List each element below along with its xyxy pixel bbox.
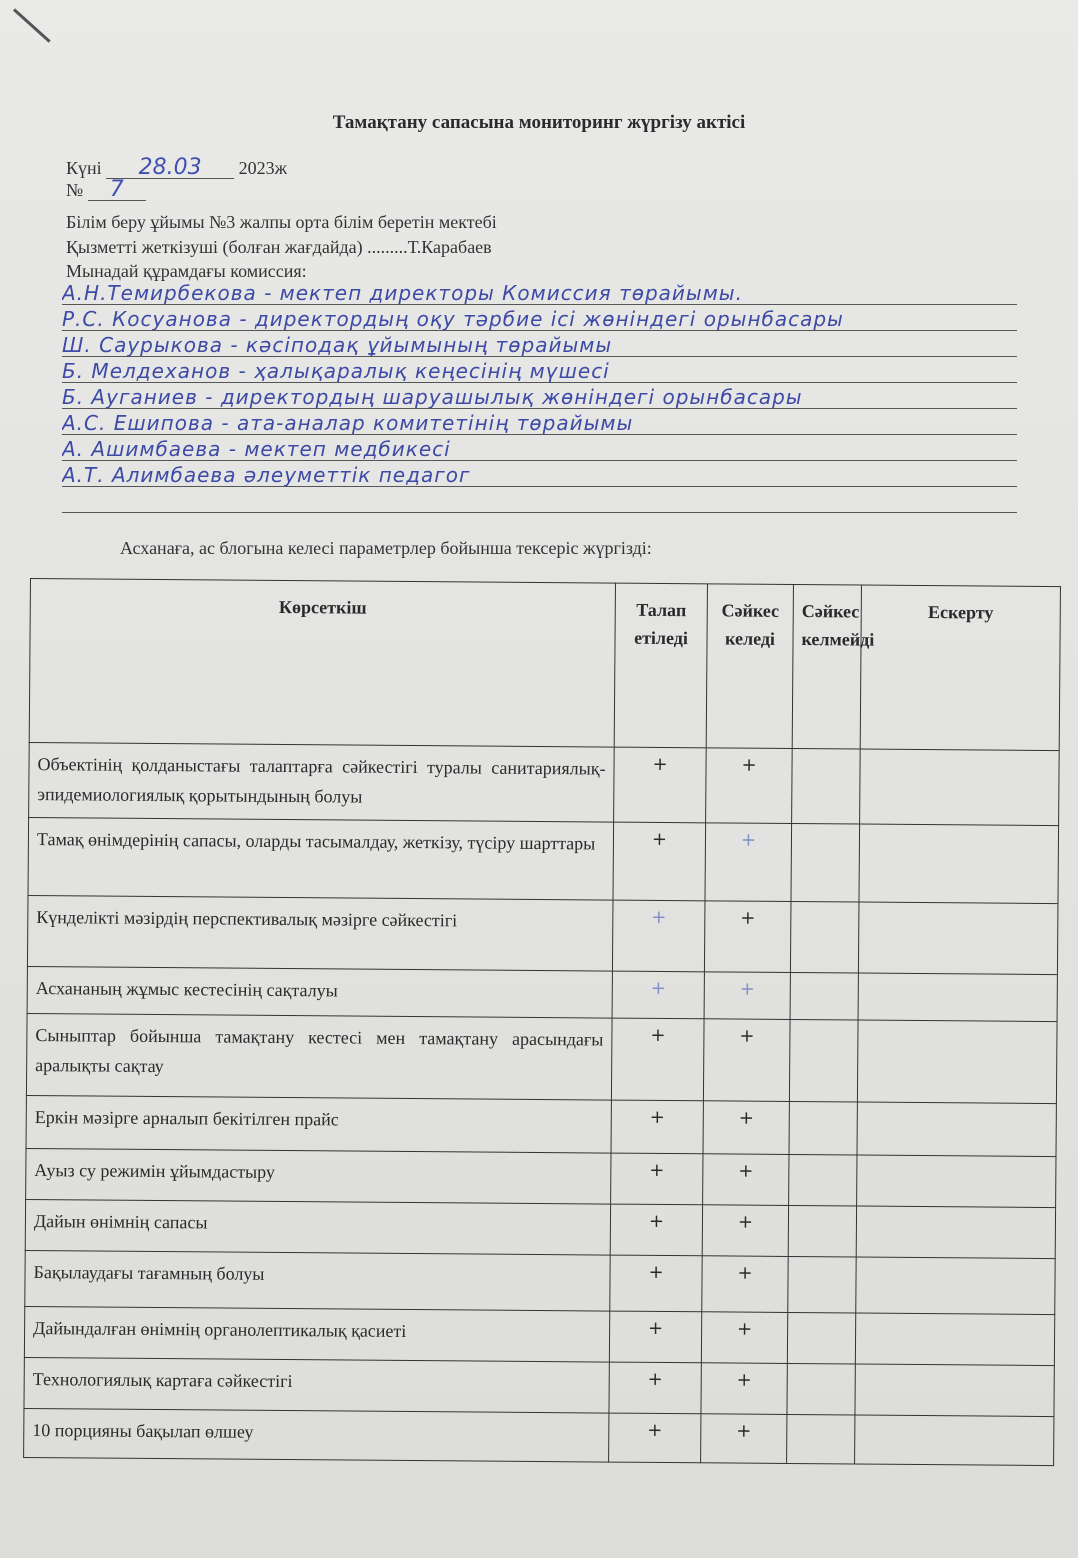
noncompliant-mark [789,1020,858,1102]
note-cell [855,1415,1054,1466]
header-indicator: Көрсеткіш [29,579,615,747]
compliant-mark: + [704,901,791,973]
document-title: Тамақтану сапасына мониторинг жүргізу актісі [332,112,746,133]
noncompliant-mark [791,824,860,902]
compliant-mark: + [704,972,790,1020]
note-cell [859,824,1059,903]
required-mark: + [610,1204,702,1256]
required-mark: + [609,1362,701,1414]
required-mark: + [610,1256,702,1312]
table-row [25,1251,1055,1314]
table-row [24,1306,1054,1365]
note-cell [857,1155,1056,1208]
noncompliant-mark [789,1102,857,1156]
compliant-mark: + [703,1019,790,1101]
date-label: Күні [66,158,102,178]
required-mark: + [613,822,706,900]
compliant-mark: + [701,1311,787,1363]
compliant-mark: + [702,1205,788,1257]
required-mark: + [612,971,704,1019]
required-mark: + [611,1100,703,1154]
note-cell [856,1206,1055,1259]
inspection-table [23,578,1061,1466]
inspection-intro: Асханаға, ас блогына келесі параметрлер бойынша тексеріс жүргізді: [120,538,652,558]
note-cell [858,902,1058,975]
indicator-cell: Технологиялық картаға сәйкестігі [24,1357,609,1413]
required-mark: + [611,1018,704,1100]
header-compliant: Сәйкес келеді [706,584,793,748]
date-value: 28.03 [106,158,234,179]
note-cell [857,1020,1057,1103]
indicator-cell: Сыныптар бойынша тамақтану кестесі мен тамақтану арасындағы аралықты сақтау [26,1014,612,1100]
indicator-cell: Күнделікті мәзірдің перспективалық мәзірге сәйкестігі [27,895,613,971]
table-row [25,1200,1055,1259]
compliant-mark: + [705,823,792,901]
required-mark: + [612,900,705,972]
required-mark: + [609,1413,701,1463]
note-cell [856,1257,1055,1314]
pen-stroke-mark [13,8,51,42]
compliant-mark: + [703,1101,789,1155]
table-row [26,1149,1056,1208]
noncompliant-mark [787,1414,855,1464]
date-year: 2023ж [238,158,288,178]
required-mark: + [609,1311,701,1363]
commission-member-blank [62,490,1017,513]
compliant-mark: + [702,1256,788,1312]
indicator-cell: Еркін мәзірге арналып бекітілген прайс [26,1096,611,1154]
note-cell [857,1102,1056,1157]
table-row [28,818,1059,904]
commission-label: Мынадай құрамдағы комиссия: [66,261,307,281]
compliant-mark: + [706,747,793,823]
noncompliant-mark [790,973,858,1021]
number-line [66,177,146,202]
table-row [26,1014,1057,1104]
indicator-cell: Асхананың жұмыс кестесінің сақталуы [27,967,612,1019]
required-mark: + [611,1153,703,1205]
organization-line: Білім беру ұйымы №3 жалпы орта білім беретін мектебі [66,212,497,232]
table-row [26,1096,1056,1157]
commission-member-1: А.Н.Темирбекова - мектеп директоры Комиссия төрайымы. [62,282,1017,305]
number-label: № [66,180,84,200]
table-row [24,1408,1054,1465]
noncompliant-mark [790,901,859,973]
commission-member-7: А. Ашимбаева - мектеп медбикесі [62,438,1017,461]
table-row [27,895,1058,975]
number-value: 7 [88,180,146,201]
indicator-cell: Дайын өнімнің сапасы [25,1200,610,1256]
date-line [66,155,288,180]
indicator-cell: Дайындалған өнімнің органолептикалық қасиеті [24,1306,609,1362]
indicator-cell: Ауыз су режимін ұйымдастыру [26,1149,611,1205]
commission-member-6: А.С. Ешипова - ата-аналар комитетінің төрайымы [62,412,1017,435]
table-header-row [29,579,1060,751]
table-row [24,1357,1054,1416]
commission-member-4: Б. Мелдеханов - ҳалықаралық кеңесінің мүшесі [62,360,1017,383]
noncompliant-mark [788,1257,856,1313]
supplier-line: Қызметті жеткізуші (болған жағдайда) .........Т.Карабаев [66,237,492,257]
header-noncompliant: Сәйкес келмейді [792,584,861,748]
table-row [29,742,1060,826]
commission-member-3: Ш. Саурыкова - кәсіподақ ұйымының төрайымы [62,334,1017,357]
commission-member-5: Б. Ауганиев - директордың шаруашылық жөніндегі орынбасары [62,386,1017,409]
note-cell [855,1313,1054,1366]
required-mark: + [614,747,707,823]
header-required: Талап етіледі [614,583,707,747]
note-cell [858,973,1057,1022]
noncompliant-mark [789,1155,857,1207]
indicator-cell: Объектінің қолданыстағы талаптарға сәйкестігі туралы санитариялық-эпидемиологиялық қорытындының болуы [29,742,615,822]
indicator-cell: Бақылаудағы тағамның болуы [25,1251,610,1311]
commission-member-8: А.Т. Алимбаева әлеуметтік педагог [62,464,1017,487]
noncompliant-mark [792,748,861,824]
noncompliant-mark [787,1363,855,1415]
compliant-mark: + [701,1363,787,1415]
indicator-cell: 10 порцияны бақылап өлшеу [24,1408,609,1462]
note-cell [860,749,1060,826]
commission-member-2: Р.С. Косуанова - директордың оқу тәрбие ісі жөніндегі орынбасары [62,308,1017,331]
header-note: Ескерту [860,585,1060,750]
noncompliant-mark [788,1206,856,1258]
indicator-cell: Тамақ өнімдерінің сапасы, оларды тасымалдау, жеткізу, түсіру шарттары [28,818,614,900]
compliant-mark: + [703,1154,789,1206]
note-cell [855,1364,1054,1417]
compliant-mark: + [701,1414,787,1464]
table-row [27,967,1057,1022]
noncompliant-mark [787,1312,855,1364]
